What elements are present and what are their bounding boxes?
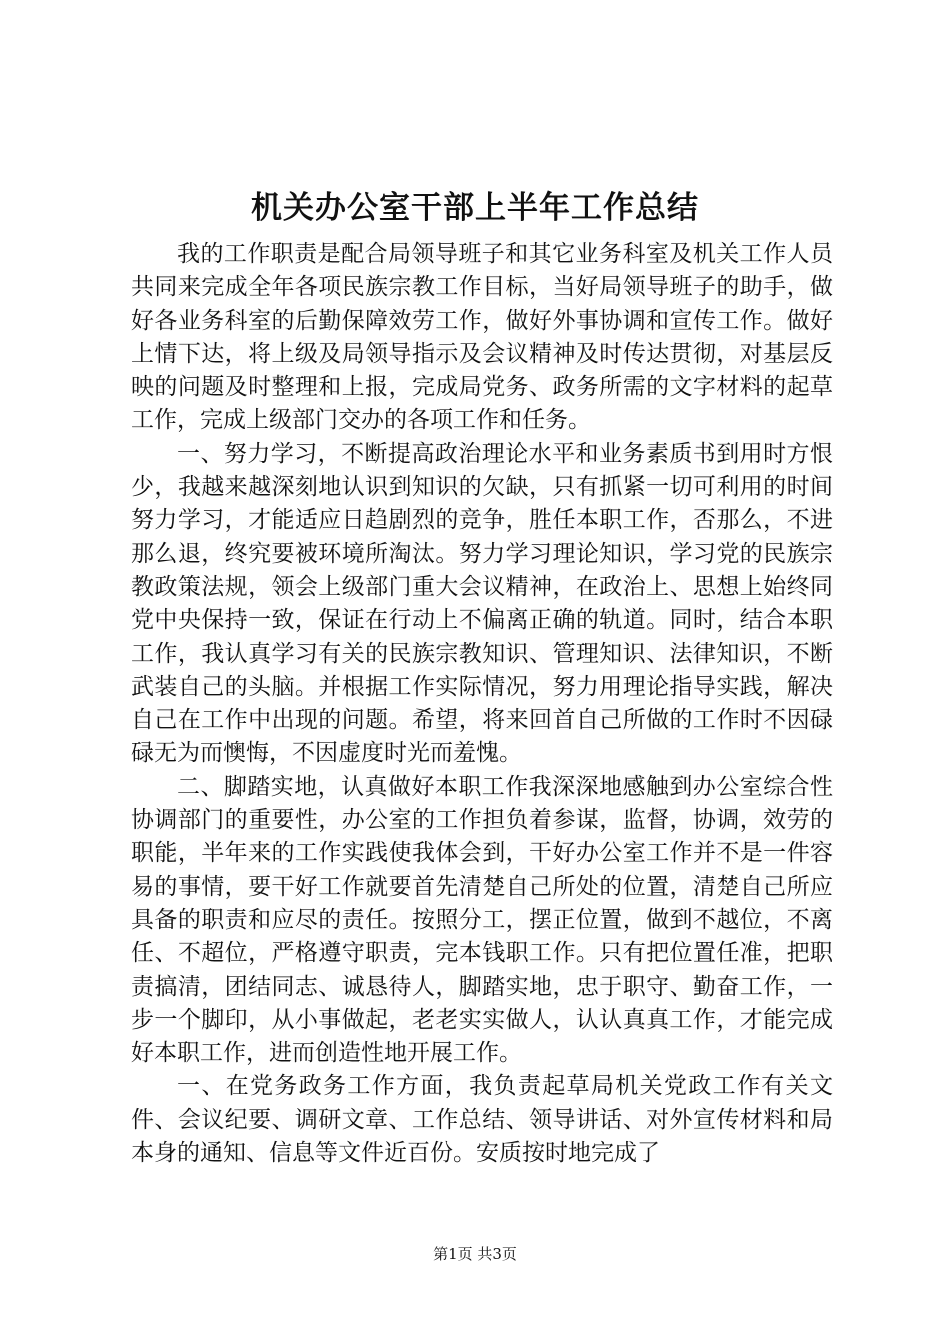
- paragraph-party-affairs: 一、在党务政务工作方面，我负责起草局机关党政工作有关文件、会议纪要、调研文章、工作总结、领导讲话、对外宣传材料和局本身的通知、信息等文件近百份。安质按时地完成了: [131, 1073, 833, 1167]
- document-title: 机关办公室干部上半年工作总结: [251, 190, 699, 226]
- page-footer: 第1页 共3页: [433, 1245, 517, 1263]
- document-body: [131, 238, 833, 1170]
- paragraph-intro: 我的工作职责是配合局领导班子和其它业务科室及机关工作人员共同来完成全年各项民族宗教工作目标，当好局领导班子的助手，做好各业务科室的后勤保障效劳工作，做好外事协调和宣传工作。做好上情下达，将上级及局领导指示及会议精神及时传达贯彻，对基层反映的问题及时整理和上报，完成局党务、政务所需的文字材料的起草工作，完成上级部门交办的各项工作和任务。: [131, 241, 833, 434]
- paragraph-study: 一、努力学习，不断提高政治理论水平和业务素质书到用时方恨少，我越来越深刻地认识到知识的欠缺，只有抓紧一切可利用的时间努力学习，才能适应日趋剧烈的竞争，胜任本职工作，否那么，不进那么退，终究要被环境所淘汰。努力学习理论知识，学习党的民族宗教政策法规，领会上级部门重大会议精神，在政治上、思想上始终同党中央保持一致，保证在行动上不偏离正确的轨道。同时，结合本职工作，我认真学习有关的民族宗教知识、管理知识、法律知识，不断武装自己的头脑。并根据工作实际情况，努力用理论指导实践，解决自己在工作中出现的问题。希望，将来回首自己所做的工作时不因碌碌无为而懊悔，不因虚度时光而羞愧。: [131, 440, 833, 767]
- paragraph-duty: 二、脚踏实地，认真做好本职工作我深深地感触到办公室综合性协调部门的重要性，办公室的工作担负着参谋，监督，协调，效劳的职能，半年来的工作实践使我体会到，干好办公室工作并不是一件容易的事情，要干好工作就要首先清楚自己所处的位置，清楚自己所应具备的职责和应尽的责任。按照分工，摆正位置，做到不越位，不离任、不超位，严格遵守职责，完本钱职工作。只有把位置任准，把职责搞清，团结同志、诚恳待人，脚踏实地，忠于职守、勤奋工作，一步一个脚印，从小事做起，老老实实做人，认认真真工作，才能完成好本职工作，进而创造性地开展工作。: [131, 773, 833, 1067]
